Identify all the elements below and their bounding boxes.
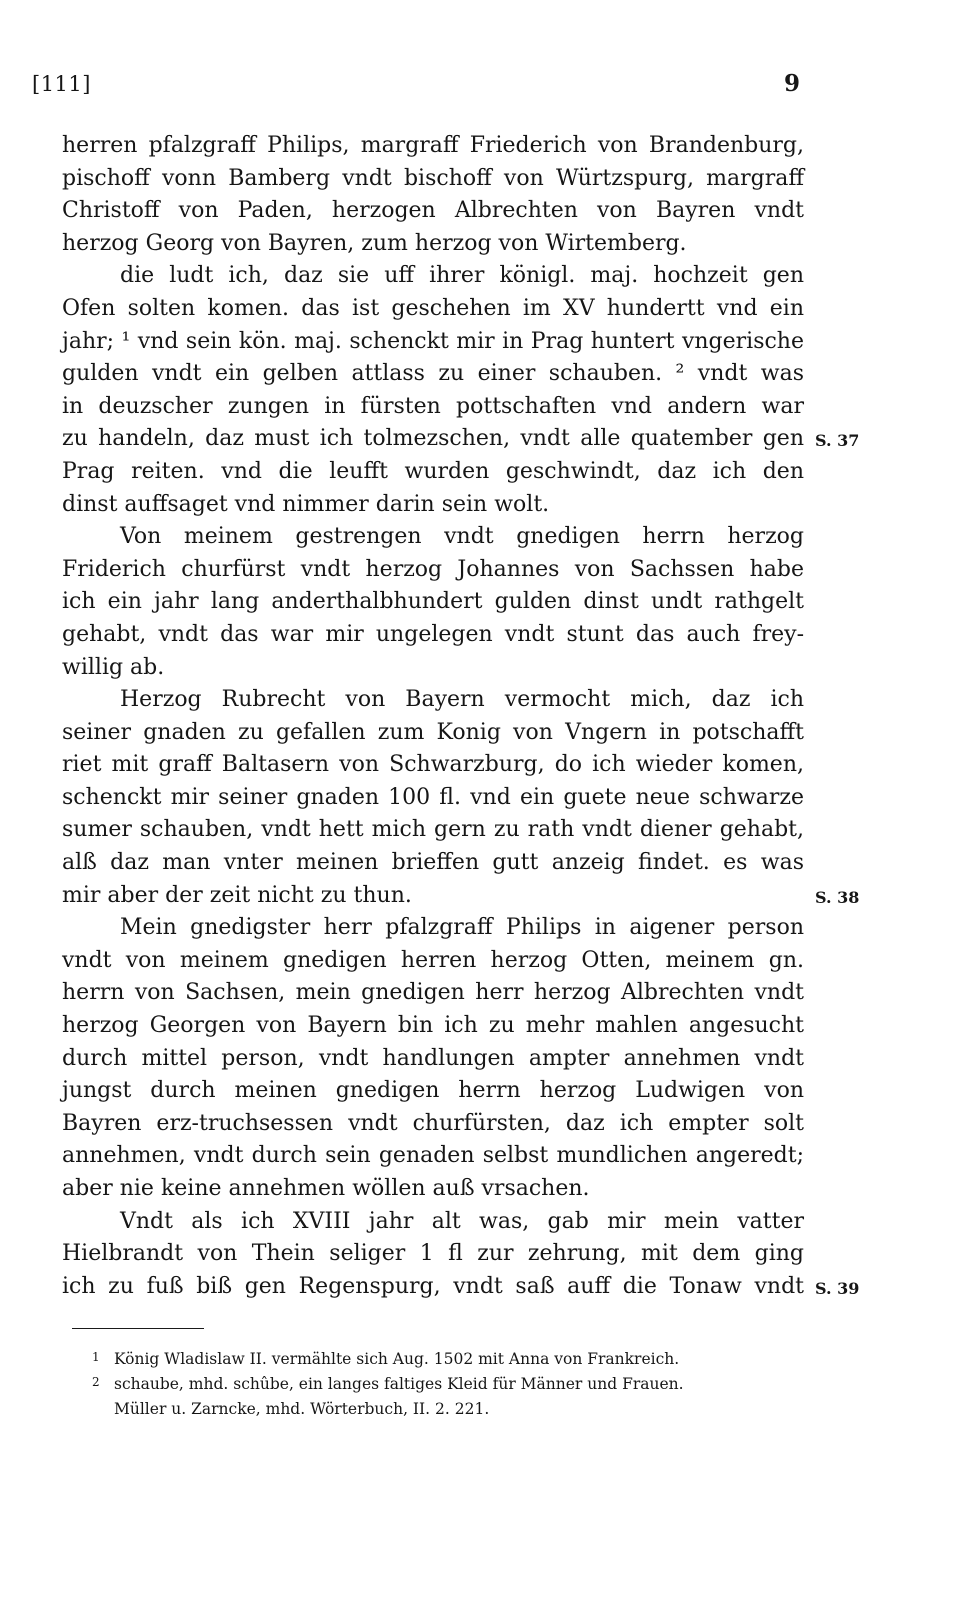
text-line: alß daz man vnter meinen brieffen gutt anzeig findet. es was [62, 850, 804, 876]
text-line: annehmen, vndt durch sein genaden selbst mundlichen angeredt; [62, 1143, 804, 1169]
footnotes [92, 1347, 804, 1422]
text-line: seiner gnaden zu gefallen zum Konig von Vngern in potschafft [62, 719, 804, 745]
footnote-divider [72, 1328, 204, 1329]
body-text [62, 130, 804, 1303]
margin-page-reference: S. 37 [815, 431, 860, 451]
text-line: durch mittel person, vndt handlungen ampter annehmen vndt [62, 1045, 804, 1071]
text-line: Von meinem gestrengen vndt gnedigen herrn herzog [120, 524, 804, 550]
text-line: vndt von meinem gnedigen herren herzog Otten, meinem gn. [62, 947, 804, 973]
text-line: Mein gnedigster herr pfalzgraff Philips in aigener person [120, 915, 804, 941]
text-line: pischoff vonn Bamberg vndt bischoff von Würtzspurg, margraff [62, 165, 804, 191]
text-line: sumer schauben, vndt hett mich gern zu rath vndt diener gehabt, [62, 817, 804, 843]
text-line: Hielbrandt von Thein seliger 1 fl zur zehrung, mit dem ging [62, 1241, 804, 1267]
text-line: riet mit graff Baltasern von Schwarzburg, do ich wieder komen, [62, 752, 804, 778]
margin-page-reference: S. 39 [815, 1279, 860, 1298]
text-line: Herzog Rubrecht von Bayern vermocht mich, daz ich [120, 687, 804, 713]
text-line: zu handeln, daz must ich tolmezschen, vndt alle quatember gen [62, 426, 804, 452]
text-line: mir aber der zeit nicht zu thun. [62, 882, 412, 908]
footnote-number: 1 [92, 1350, 100, 1364]
text-line: schenckt mir seiner gnaden 100 fl. vnd ein guete neue schwarze [62, 784, 804, 810]
text-line: Christoff von Paden, herzogen Albrechten von Bayren vndt [62, 198, 804, 224]
text-line: Bayren erz-truchsessen vndt churfürsten, daz ich empter solt [62, 1110, 804, 1136]
text-line: herzog Georgen von Bayern bin ich zu mehr mahlen angesucht [62, 1013, 804, 1039]
text-line: dinst auffsaget vnd nimmer darin sein wolt. [62, 491, 550, 517]
footnote-text: König Wladislaw II. vermählte sich Aug. 1502 mit Anna von Frankreich. [114, 1350, 680, 1368]
text-line: Prag reiten. vnd die leufft wurden geschwindt, daz ich den [62, 458, 804, 484]
text-line: willig ab. [62, 654, 165, 680]
footnote-number: 2 [92, 1375, 100, 1389]
text-line: gulden vndt ein gelben attlass zu einer schauben. ² vndt was [62, 361, 804, 387]
footnote-text: schaube, mhd. schûbe, ein langes faltiges Kleid für Männer und Frauen. [114, 1375, 684, 1393]
footnote [92, 1347, 804, 1372]
text-line: in deuzscher zungen in fürsten pottschaften vnd andern war [62, 393, 804, 419]
text-line: herzog Georg von Bayren, zum herzog von Wirtemberg. [62, 230, 687, 256]
text-line: Friderich churfürst vndt herzog Johannes von Sachssen habe [62, 556, 804, 582]
text-line: Ofen solten komen. das ist geschehen im XV hundertt vnd ein [62, 295, 804, 321]
text-line: Vndt als ich XVIII jahr alt was, gab mir mein vatter [120, 1208, 804, 1234]
footnote-text: Müller u. Zarncke, mhd. Wörterbuch, II. 2. 221. [114, 1400, 490, 1418]
footnote [92, 1397, 804, 1422]
text-line: jahr; ¹ vnd sein kön. maj. schenckt mir in Prag huntert vngerische [62, 328, 804, 354]
text-line: herrn von Sachsen, mein gnedigen herr herzog Albrechten vndt [62, 980, 804, 1006]
page-number: 9 [783, 70, 800, 97]
margin-page-reference: S. 38 [815, 887, 860, 907]
footnote [92, 1372, 804, 1397]
text-line: die ludt ich, daz sie uff ihrer königl. maj. hochzeit gen [120, 263, 804, 289]
page-reference: [111] [32, 72, 91, 96]
text-line: ich ein jahr lang anderthalbhundert gulden dinst undt rathgelt [62, 589, 804, 615]
text-line: aber nie keine annehmen wöllen auß vrsachen. [62, 1176, 590, 1201]
text-line: jungst durch meinen gnedigen herrn herzog Ludwigen von [62, 1078, 804, 1104]
text-line: ich zu fuß biß gen Regenspurg, vndt saß auff die Tonaw vndt [62, 1273, 804, 1299]
text-line: gehabt, vndt das war mir ungelegen vndt stunt das auch frey- [62, 621, 804, 647]
text-line: herren pfalzgraff Philips, margraff Friederich von Brandenburg, [62, 133, 804, 158]
